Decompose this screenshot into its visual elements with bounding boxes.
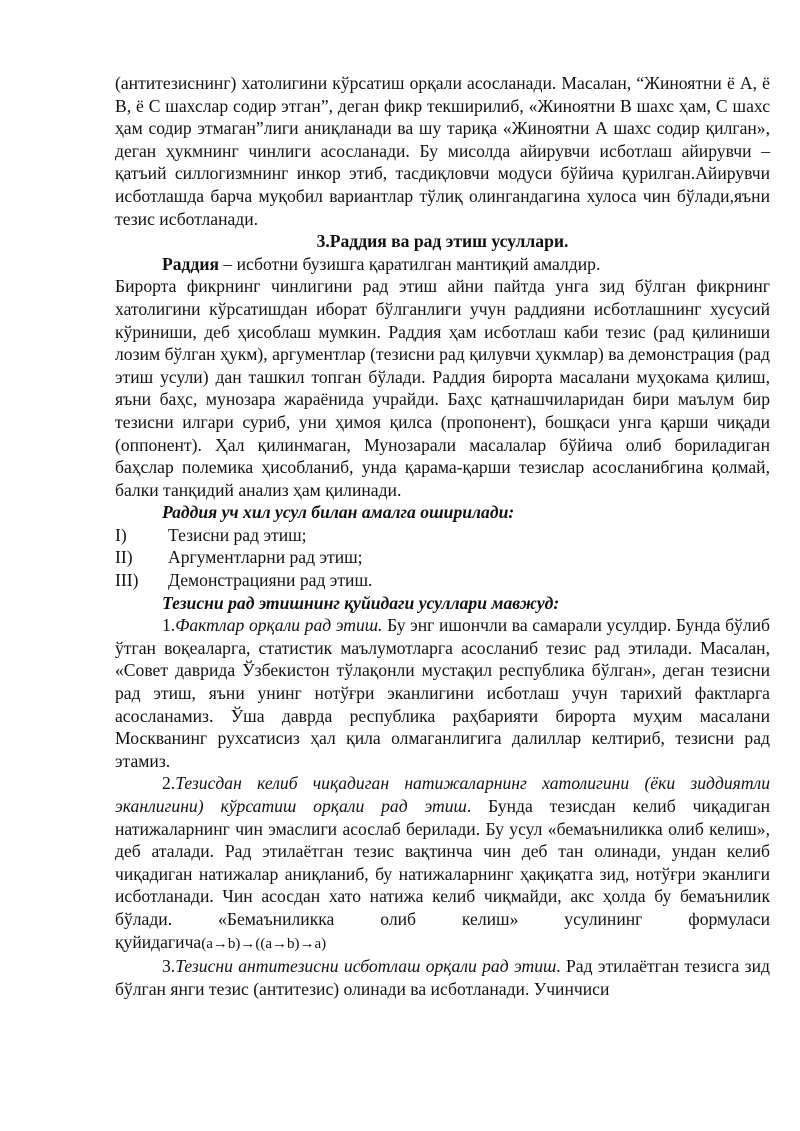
list-item [115,546,770,569]
item-facts [115,614,770,772]
item-number: 3. [162,956,176,977]
paragraph-refutation: Бирорта фикрнинг чинлигини рад этиш айни пайтда унга зид бўлган фикрнинг хатолигини кўрсатишдан иборат бўлганлиги учун раддияни исботлашнинг хусусий кўриниши, деб ҳисоблаш мумкин. Раддия ҳам исботлаш каби тезис (рад қилиниши лозим бўлган ҳукм), аргументлар (тезисни рад қилувчи ҳукмлар) ва демонстрация (рад этиш усули) дан ташкил топган бўлади. Раддия бирорта масалани муҳокама қилиш, яъни баҳс, мунозара жараёнида учрайди. Баҳс қатнашчиларидан бири маълум бир тезисни илгари суриб, уни ҳимоя қилса (пропонент), бошқаси унга қарши чиқади (оппонент). Ҳал қилинмаган, Мунозарали масалалар бўйича олиб бориладиган баҳслар полемика ҳисобланиб, унда қарама-қарши тезислар асосланибгина қолмай, балки танқидий анализ ҳам қилинади. [115,276,770,500]
item-title: Тезисдан келиб чиқадиган натижаларнинг хатолигини (ёки зиддиятли эканлигини) кўрсатиш орқали рад этиш [115,773,770,816]
subheading-methods: Раддия уч хил усул билан амалга оширилади: [162,502,515,523]
list-item-text: Аргументларни рад этиш; [168,547,363,568]
section-heading: 3.Раддия ва рад этиш усуллари. [316,231,569,252]
item-consequences [115,772,770,955]
list-item-number: II) [115,547,133,568]
list-item-text: Демонстрацияни рад этиш. [168,570,373,591]
paragraph-intro: (антитезиснинг) хатолигини кўрсатиш орқали асосланади. Масалан, “Жиноятни ё А, ё В, ё С шахслар содир этган”, деган фикр текширилиб, «Жиноятни В шахс ҳам, С шахс ҳам содир этмаган”лиги аниқланади ва шу тариқа «Жиноятни А шахс содир қилган», деган ҳукмнинг чинлиги асосланади. Бу мисолда айирувчи исботлаш айирувчи – қатъий силлогизмнинг инкор этиб, тасдиқловчи модуси бўйича қурилган.Айирувчи исботлашда барча муқобил вариантлар тўлиқ олингандагина хулоса чин бўлади,яъни тезис исботланади. [115,73,770,229]
document-page [115,72,770,1000]
item-text: . Бунда тезисдан келиб чиқадиган натижаларнинг чин эмаслиги асослаб берилади. Бу усул «бемаъниликка олиб келиш», деб аталади. Рад этилаётган тезис вақтинча чин деб тан олинади, ундан келиб чиқадиган натижалар аниқланиб, бу натижаларнинг ҳақиқатга зид, нотўғри эканлиги исботланади. Чин асосдан хато натижа келиб чиқмайди, акс ҳолда бу бемаънилик бўлади. «Бемаъниликка олиб келиш» усулининг формуласи қуйидагича [115,796,770,952]
item-text: Бу энг ишончли ва самарали усулдир. Бунда бўлиб ўтган воқеаларга, статистик маълумотларга асосланиб тезис рад этилади. Масалан, «Совет даврида Ўзбекистон тўлақонли мустақил республика бўлган», деган тезисни рад этиш, яъни унинг нотўғри эканлигини исботлаш учун тарихий фактларга асосланамиз. Ўша даврда республика раҳбарияти бирорта муҳим масалани Москванинг рухсатисиз ҳал қила олмаганлигига далиллар келтириб, тезисни рад этамиз. [115,615,770,771]
subheading-thesis-methods: Тезисни рад этишнинг қуйидаги усуллари мавжуд: [162,592,560,613]
item-antithesis [115,955,770,1000]
methods-list [115,524,770,592]
formula: (a→b)→((a→b)→a) [201,935,327,952]
definition-term: Раддия [162,253,219,274]
definition-text: – исботни бузишга қаратилган мантиқий амалдир. [219,253,601,274]
item-title: Тезисни антитезисни исботлаш орқали рад этиш [175,956,557,977]
definition-paragraph [115,253,770,276]
list-item-number: III) [115,570,139,591]
list-item-number: I) [115,524,127,545]
item-text: . Рад этилаётган тезисга зид бўлган янги тезис (антитезис) олинади ва исботланади. Учинчиси [115,956,770,999]
list-item [115,569,770,592]
item-title: Фактлар орқали рад этиш. [175,615,383,636]
item-number: 1. [162,615,176,636]
list-item [115,524,770,547]
item-number: 2. [162,773,176,794]
list-item-text: Тезисни рад этиш; [168,524,307,545]
